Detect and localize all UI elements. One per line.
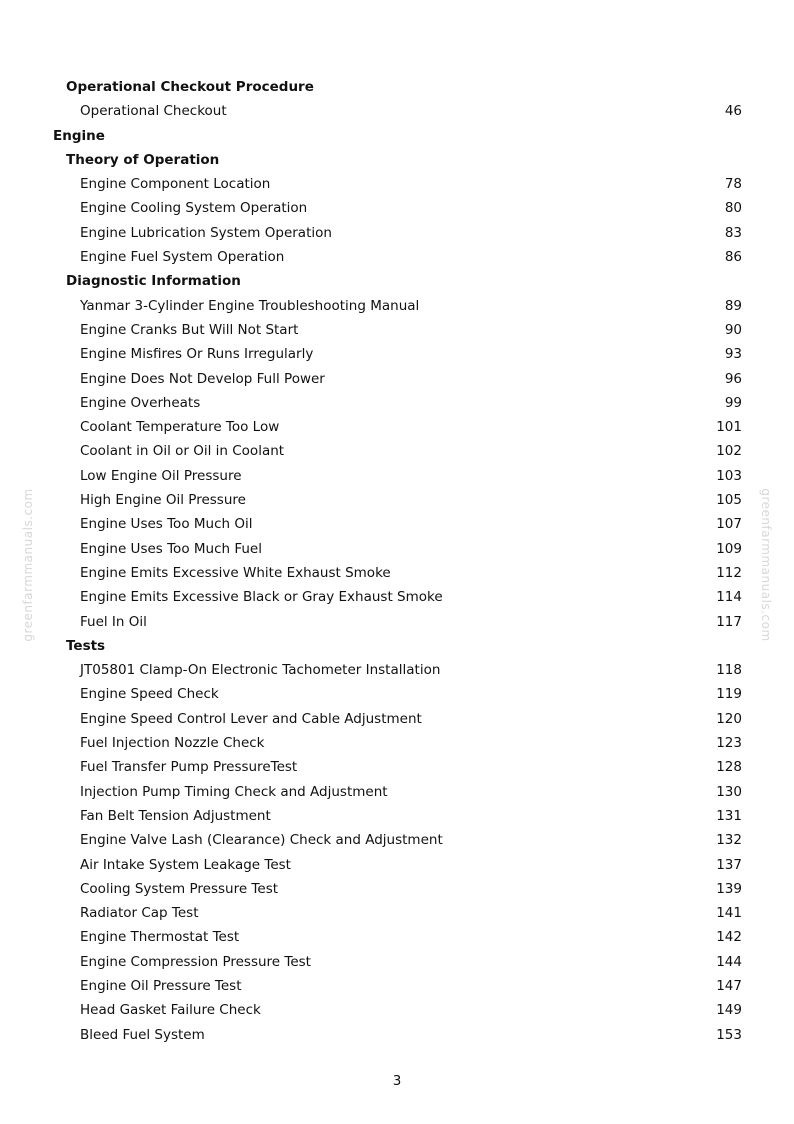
toc-page-number: 131 [716, 807, 742, 824]
toc-section [0, 148, 794, 172]
toc-entry[interactable] [0, 853, 794, 877]
toc-entry-label: Engine Thermostat Test [80, 929, 240, 946]
toc-entry[interactable] [0, 828, 794, 852]
toc-page-number: 78 [724, 176, 742, 193]
toc-page-number: 139 [716, 880, 742, 897]
toc-entry-label: Engine Lubrication System Operation [80, 224, 332, 241]
toc-page-number: 141 [716, 905, 742, 922]
toc-entry-label: Engine Emits Excessive Black or Gray Exhaust Smoke [80, 589, 443, 606]
toc-entry[interactable] [0, 439, 794, 463]
toc-page-number: 132 [716, 832, 742, 849]
toc-section-label: Operational Checkout Procedure [66, 79, 314, 95]
toc-section-label: Tests [66, 637, 106, 654]
toc-entry[interactable] [0, 391, 794, 415]
toc-entry[interactable] [0, 998, 794, 1022]
toc-page-number: 89 [724, 297, 742, 314]
toc-entry-label: Fuel Transfer Pump PressureTest [80, 759, 298, 776]
watermark-left: greenfarmmanuals.com [21, 488, 35, 642]
toc-section [0, 634, 794, 658]
toc-entry[interactable] [0, 512, 794, 536]
toc-entry-label: Operational Checkout [80, 103, 227, 120]
toc-entry-label: Fuel Injection Nozzle Check [80, 735, 265, 752]
toc-page-number: 137 [716, 856, 742, 873]
toc-entry[interactable] [0, 196, 794, 220]
toc-chapter-label: Engine [53, 127, 105, 144]
toc-page-number: 147 [716, 977, 742, 994]
toc-chapter [0, 124, 794, 148]
toc-entry-label: Engine Uses Too Much Fuel [80, 540, 262, 557]
toc-page-number: 142 [716, 929, 742, 946]
toc-entry-label: Engine Speed Check [80, 686, 219, 703]
toc-section [0, 75, 794, 99]
toc-entry[interactable] [0, 221, 794, 245]
toc-entry-label: Engine Cranks But Will Not Start [80, 321, 299, 338]
toc-page-number: 117 [716, 613, 742, 630]
toc-page-number: 114 [716, 589, 742, 606]
toc-page-number: 99 [724, 394, 742, 411]
toc-entry-label: Engine Does Not Develop Full Power [80, 370, 325, 387]
toc-entry[interactable] [0, 415, 794, 439]
toc-entry-label: Engine Valve Lash (Clearance) Check and Adjustment [80, 832, 443, 849]
toc-entry[interactable] [0, 974, 794, 998]
toc-entry-label: Engine Emits Excessive White Exhaust Smoke [80, 564, 391, 581]
toc-entry-label: Bleed Fuel System [80, 1026, 205, 1043]
toc-entry-label: Injection Pump Timing Check and Adjustment [80, 783, 388, 800]
toc-entry[interactable] [0, 488, 794, 512]
toc-entry-label: Radiator Cap Test [80, 905, 199, 922]
toc-entry-label: Cooling System Pressure Test [80, 880, 279, 897]
toc-entry[interactable] [0, 1023, 794, 1047]
toc-page-number: 123 [716, 735, 742, 752]
toc-page-number: 128 [716, 759, 742, 776]
toc-entry[interactable] [0, 464, 794, 488]
toc-page-number: 112 [716, 564, 742, 581]
toc-page-number: 120 [716, 710, 742, 727]
toc-entry-label: Engine Speed Control Lever and Cable Adjustment [80, 710, 422, 727]
toc-entry-label: Engine Misfires Or Runs Irregularly [80, 346, 314, 363]
toc-entry-label: Engine Compression Pressure Test [80, 953, 311, 970]
toc-entry[interactable] [0, 318, 794, 342]
watermark-right: greenfarmmanuals.com [759, 488, 773, 642]
toc-entry[interactable] [0, 342, 794, 366]
toc-page-number: 144 [716, 953, 742, 970]
toc-entry-label: Engine Oil Pressure Test [80, 977, 242, 994]
toc-section-label: Theory of Operation [66, 151, 220, 168]
toc-entry-label: Coolant Temperature Too Low [80, 419, 280, 436]
toc-entry-label: Low Engine Oil Pressure [80, 467, 242, 484]
toc-page-number: 149 [716, 1002, 742, 1019]
toc-page-number: 86 [724, 249, 742, 266]
toc-entry-label: Air Intake System Leakage Test [80, 856, 291, 873]
toc-entry-label: Yanmar 3-Cylinder Engine Troubleshooting Manual [80, 297, 420, 314]
toc-entry[interactable] [0, 172, 794, 196]
toc-entry-label: Coolant in Oil or Oil in Coolant [80, 443, 285, 460]
toc-entry-label: Engine Uses Too Much Oil [80, 516, 253, 533]
toc-entry[interactable] [0, 537, 794, 561]
toc-entry[interactable] [0, 901, 794, 925]
toc-section [0, 269, 794, 293]
toc-entry-label: Engine Overheats [80, 394, 201, 411]
toc-entry[interactable] [0, 755, 794, 779]
toc-page-number: 130 [716, 783, 742, 800]
toc-entry[interactable] [0, 950, 794, 974]
toc-page-number: 102 [716, 443, 742, 460]
toc-entry[interactable] [0, 804, 794, 828]
toc-entry[interactable] [0, 731, 794, 755]
toc-entry[interactable] [0, 682, 794, 706]
toc-entry[interactable] [0, 367, 794, 391]
toc-page-number: 105 [716, 492, 742, 509]
toc-entry-label: Engine Cooling System Operation [80, 200, 308, 217]
toc-entry-label: High Engine Oil Pressure [80, 492, 246, 509]
toc-entry-label: JT05801 Clamp-On Electronic Tachometer Installation [80, 662, 441, 679]
toc-entry-label: Fuel In Oil [80, 613, 147, 630]
toc-entry[interactable] [0, 585, 794, 609]
toc-page-number: 118 [716, 662, 742, 679]
toc-entry[interactable] [0, 561, 794, 585]
toc-page-number: 109 [716, 540, 742, 557]
page-number: 3 [392, 1073, 402, 1089]
toc-page-number: 153 [716, 1026, 742, 1043]
toc-entry[interactable] [0, 877, 794, 901]
toc-entry[interactable] [0, 294, 794, 318]
toc-page-number: 80 [724, 200, 742, 217]
toc-page-number: 103 [716, 467, 742, 484]
toc-page-number: 96 [724, 370, 742, 387]
toc-entry-label: Fan Belt Tension Adjustment [80, 807, 271, 824]
toc-entry[interactable] [0, 245, 794, 269]
toc-page-number: 90 [724, 321, 742, 338]
toc-page-number: 101 [716, 419, 742, 436]
toc-page-number: 119 [716, 686, 742, 703]
toc-entry[interactable] [0, 99, 794, 123]
toc-page-number: 83 [724, 224, 742, 241]
toc-entry[interactable] [0, 925, 794, 949]
toc-entry[interactable] [0, 610, 794, 634]
toc-section-label: Diagnostic Information [66, 273, 241, 290]
toc-entry[interactable] [0, 658, 794, 682]
toc-page-number: 107 [716, 516, 742, 533]
toc-entry[interactable] [0, 707, 794, 731]
toc-entry[interactable] [0, 780, 794, 804]
toc-entry-label: Head Gasket Failure Check [80, 1002, 261, 1019]
toc-page-number: 93 [724, 346, 742, 363]
toc-entry-label: Engine Fuel System Operation [80, 249, 285, 266]
toc-page-number: 46 [724, 103, 742, 120]
toc-entry-label: Engine Component Location [80, 176, 271, 193]
table-of-contents [0, 75, 794, 1047]
